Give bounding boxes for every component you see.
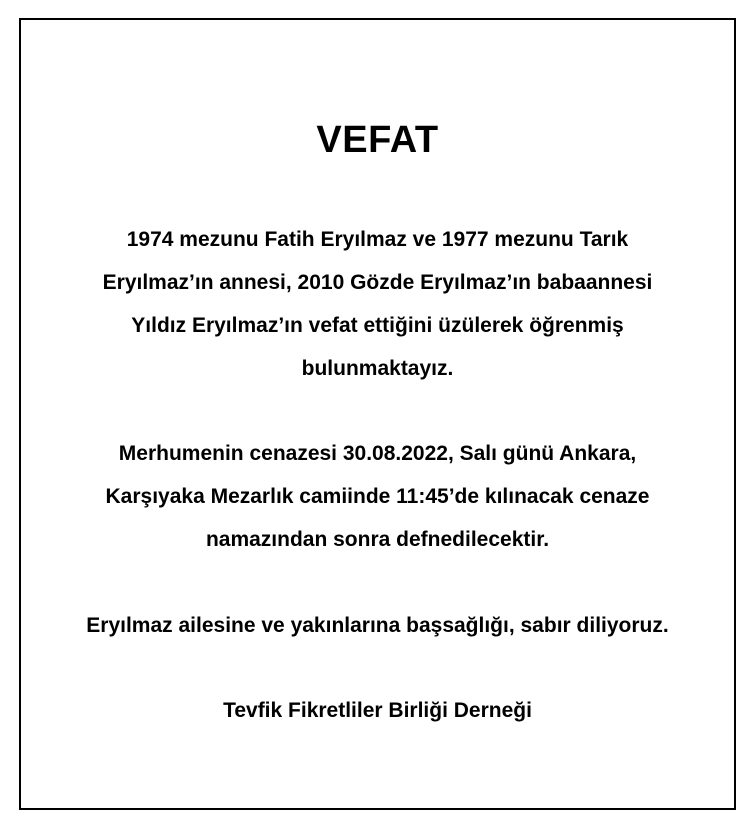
text-line: namazından sonra defnedilecektir.	[205, 528, 550, 551]
notice-signature	[21, 689, 734, 732]
text-line: Eryılmaz’ın annesi, 2010 Gözde Eryılmaz’ın babaannesi	[102, 271, 653, 294]
notice-paragraph-funeral	[21, 432, 734, 561]
text-line: Merhumenin cenazesi 30.08.2022, Salı günü Ankara,	[118, 442, 637, 465]
notice-paragraph-announcement	[21, 218, 734, 390]
text-line: 1974 mezunu Fatih Eryılmaz ve 1977 mezunu Tarık	[126, 228, 629, 251]
notice-title: VEFAT	[316, 119, 439, 161]
notice-condolence	[21, 604, 734, 647]
text-line: Yıldız Eryılmaz’ın vefat ettiğini üzülerek öğrenmiş	[131, 314, 624, 337]
text-line: Tevfik Fikretliler Birliği Derneği	[223, 699, 532, 722]
text-line: Eryılmaz ailesine ve yakınlarına başsağlığı, sabır diliyoruz.	[86, 614, 669, 637]
text-line: bulunmaktayız.	[301, 357, 454, 380]
notice-border	[19, 18, 736, 810]
text-line: Karşıyaka Mezarlık camiinde 11:45’de kılınacak cenaze	[105, 485, 650, 508]
